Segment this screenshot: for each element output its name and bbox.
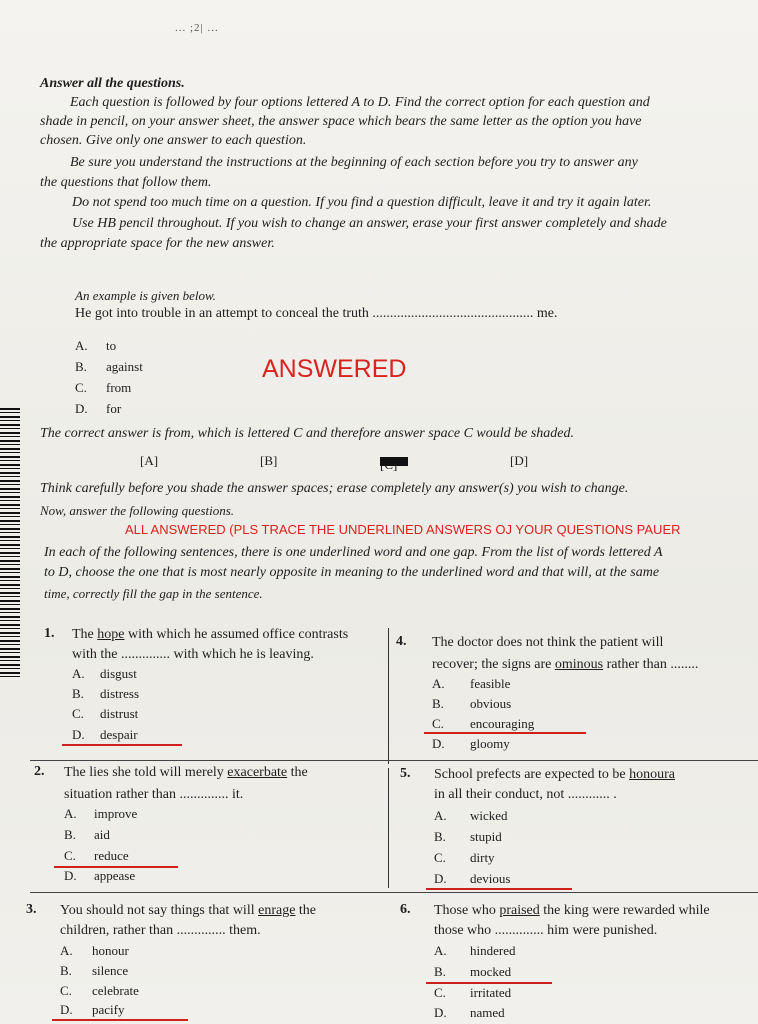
instruction-line: chosen. Give only one answer to each question.	[40, 133, 307, 148]
option-letter: B.	[434, 829, 446, 844]
example-option-text: against	[106, 359, 143, 374]
option-text: pacify	[92, 1002, 125, 1017]
option-letter: A.	[64, 806, 77, 821]
underlined-word: ominous	[554, 657, 604, 672]
option-letter: C.	[60, 983, 72, 998]
answer-underline	[424, 732, 586, 734]
example-option-letter: B.	[75, 359, 87, 374]
option-letter: C.	[64, 848, 76, 863]
row-divider	[30, 892, 758, 893]
option-text: honour	[92, 943, 129, 958]
answer-underline	[426, 888, 572, 890]
option-text: feasible	[470, 676, 511, 691]
example-explanation: The correct answer is from, which is lettered C and therefore answer space C would be shaded.	[40, 426, 575, 441]
option-text: despair	[100, 727, 138, 742]
option-letter: D.	[72, 727, 85, 742]
question-6-stem-2: those who .............. him were punished.	[434, 923, 658, 938]
option-text: obvious	[470, 696, 512, 711]
instruction-line: Do not spend too much time on a question. If you find a question difficult, leave it and try it again later.	[72, 195, 652, 210]
answer-space-b: [B]	[260, 453, 278, 468]
example-option-letter: A.	[75, 338, 88, 353]
option-text: devious	[470, 871, 511, 886]
option-letter: B.	[434, 964, 446, 979]
option-letter: C.	[72, 706, 84, 721]
answer-underline	[54, 866, 178, 868]
barcode	[0, 408, 20, 680]
header-fragment: ... ;2| ...	[175, 22, 219, 34]
instruction-line: Use HB pencil throughout. If you wish to change an answer, erase your first answer completely and shade	[72, 216, 667, 231]
row-divider	[30, 760, 758, 761]
underlined-word: exacerbate	[227, 765, 288, 780]
question-1-stem-2: with the .............. with which he is leaving.	[72, 647, 314, 662]
option-text: improve	[94, 806, 138, 821]
question-number: 1.	[44, 626, 55, 641]
underlined-word: praised	[499, 903, 540, 918]
section-instruction: time, correctly fill the gap in the sentence.	[44, 586, 263, 601]
option-letter: D.	[432, 736, 445, 751]
underlined-word: honoura	[629, 767, 676, 782]
option-text: wicked	[470, 808, 508, 823]
question-3-stem-2: children, rather than .............. them.	[60, 923, 261, 938]
option-text: stupid	[470, 829, 502, 844]
answer-space-c-shaded: [C]	[380, 457, 408, 466]
question-6-stem: Those who praised the king were rewarded while	[434, 903, 710, 918]
option-text: encouraging	[470, 716, 535, 731]
option-letter: B.	[432, 696, 444, 711]
question-3-stem: You should not say things that will enrage the	[60, 903, 317, 918]
answer-space-d: [D]	[510, 453, 529, 468]
question-2-stem-2: situation rather than .............. it.	[64, 787, 244, 802]
underlined-word: hope	[97, 627, 125, 642]
question-4-stem-2: recover; the signs are ominous rather than ........	[432, 657, 699, 672]
example-option-text: from	[106, 380, 132, 395]
option-letter: A.	[72, 666, 85, 681]
option-letter: A.	[434, 943, 447, 958]
option-text: appease	[94, 868, 136, 883]
answer-space-a: [A]	[140, 453, 159, 468]
option-letter: C.	[434, 850, 446, 865]
option-letter: D.	[434, 1005, 447, 1020]
question-number: 3.	[26, 902, 37, 917]
example-option-letter: C.	[75, 380, 87, 395]
section-instruction: to D, choose the one that is most nearly opposite in meaning to the underlined word and that will, at the same	[44, 565, 660, 580]
question-5-stem-2: in all their conduct, not ............ .	[434, 787, 617, 802]
example-intro: An example is given below.	[75, 288, 216, 303]
option-text: distress	[100, 686, 139, 701]
example-option-text: to	[106, 338, 117, 353]
question-4-stem: The doctor does not think the patient will	[432, 635, 664, 650]
option-letter: B.	[60, 963, 72, 978]
think-line: Think carefully before you shade the answer spaces; erase completely any answer(s) you wish to change.	[40, 481, 629, 496]
answer-spaces-example	[140, 453, 560, 471]
option-text: reduce	[94, 848, 129, 863]
section-instruction: In each of the following sentences, there is one underlined word and one gap. From the list of words lettered A	[44, 545, 663, 560]
option-text: hindered	[470, 943, 516, 958]
option-text: gloomy	[470, 736, 510, 751]
instruction-line: the appropriate space for the new answer.	[40, 236, 275, 251]
answered-stamp: ANSWERED	[262, 355, 407, 383]
option-letter: B.	[64, 827, 76, 842]
option-text: named	[470, 1005, 505, 1020]
example-option-letter: D.	[75, 401, 88, 416]
option-letter: A.	[434, 808, 447, 823]
option-text: irritated	[470, 985, 512, 1000]
question-number: 2.	[34, 764, 45, 779]
instruction-line: shade in pencil, on your answer sheet, the answer space which bears the same letter as the option you have	[40, 114, 642, 129]
option-letter: D.	[64, 868, 77, 883]
now-line: Now, answer the following questions.	[40, 503, 235, 518]
answer-underline	[62, 744, 182, 746]
underlined-word: enrage	[258, 903, 296, 918]
instruction-line: the questions that follow them.	[40, 175, 212, 190]
question-number: 5.	[400, 766, 411, 781]
instructions-heading: Answer all the questions.	[40, 76, 185, 91]
option-text: aid	[94, 827, 110, 842]
option-letter: C.	[434, 985, 446, 1000]
answer-underline	[426, 982, 552, 984]
option-text: celebrate	[92, 983, 139, 998]
option-text: mocked	[470, 964, 512, 979]
instruction-line: Each question is followed by four options lettered A to D. Find the correct option for each question and	[70, 95, 650, 110]
question-5-stem: School prefects are expected to be honoura	[434, 767, 676, 782]
question-number: 4.	[396, 634, 407, 649]
option-text: dirty	[470, 850, 495, 865]
column-divider	[388, 628, 389, 764]
question-number: 6.	[400, 902, 411, 917]
answer-underline	[52, 1019, 188, 1021]
option-letter: D.	[434, 871, 447, 886]
trace-note: ALL ANSWERED (PLS TRACE THE UNDERLINED ANSWERS OJ YOUR QUESTIONS PAUER	[125, 522, 681, 537]
example-sentence: He got into trouble in an attempt to conceal the truth .............................................. me.	[75, 306, 558, 321]
question-1-stem: The hope with which he assumed office contrasts	[72, 627, 349, 642]
question-2-stem: The lies she told will merely exacerbate the	[64, 765, 308, 780]
option-text: distrust	[100, 706, 139, 721]
example-option-text: for	[106, 401, 122, 416]
option-text: silence	[92, 963, 129, 978]
instruction-line: Be sure you understand the instructions at the beginning of each section before you try to answer any	[70, 155, 638, 170]
option-letter: D.	[60, 1002, 73, 1017]
option-letter: C.	[432, 716, 444, 731]
option-letter: A.	[60, 943, 73, 958]
option-text: disgust	[100, 666, 137, 681]
option-letter: B.	[72, 686, 84, 701]
option-letter: A.	[432, 676, 445, 691]
column-divider	[388, 768, 389, 888]
